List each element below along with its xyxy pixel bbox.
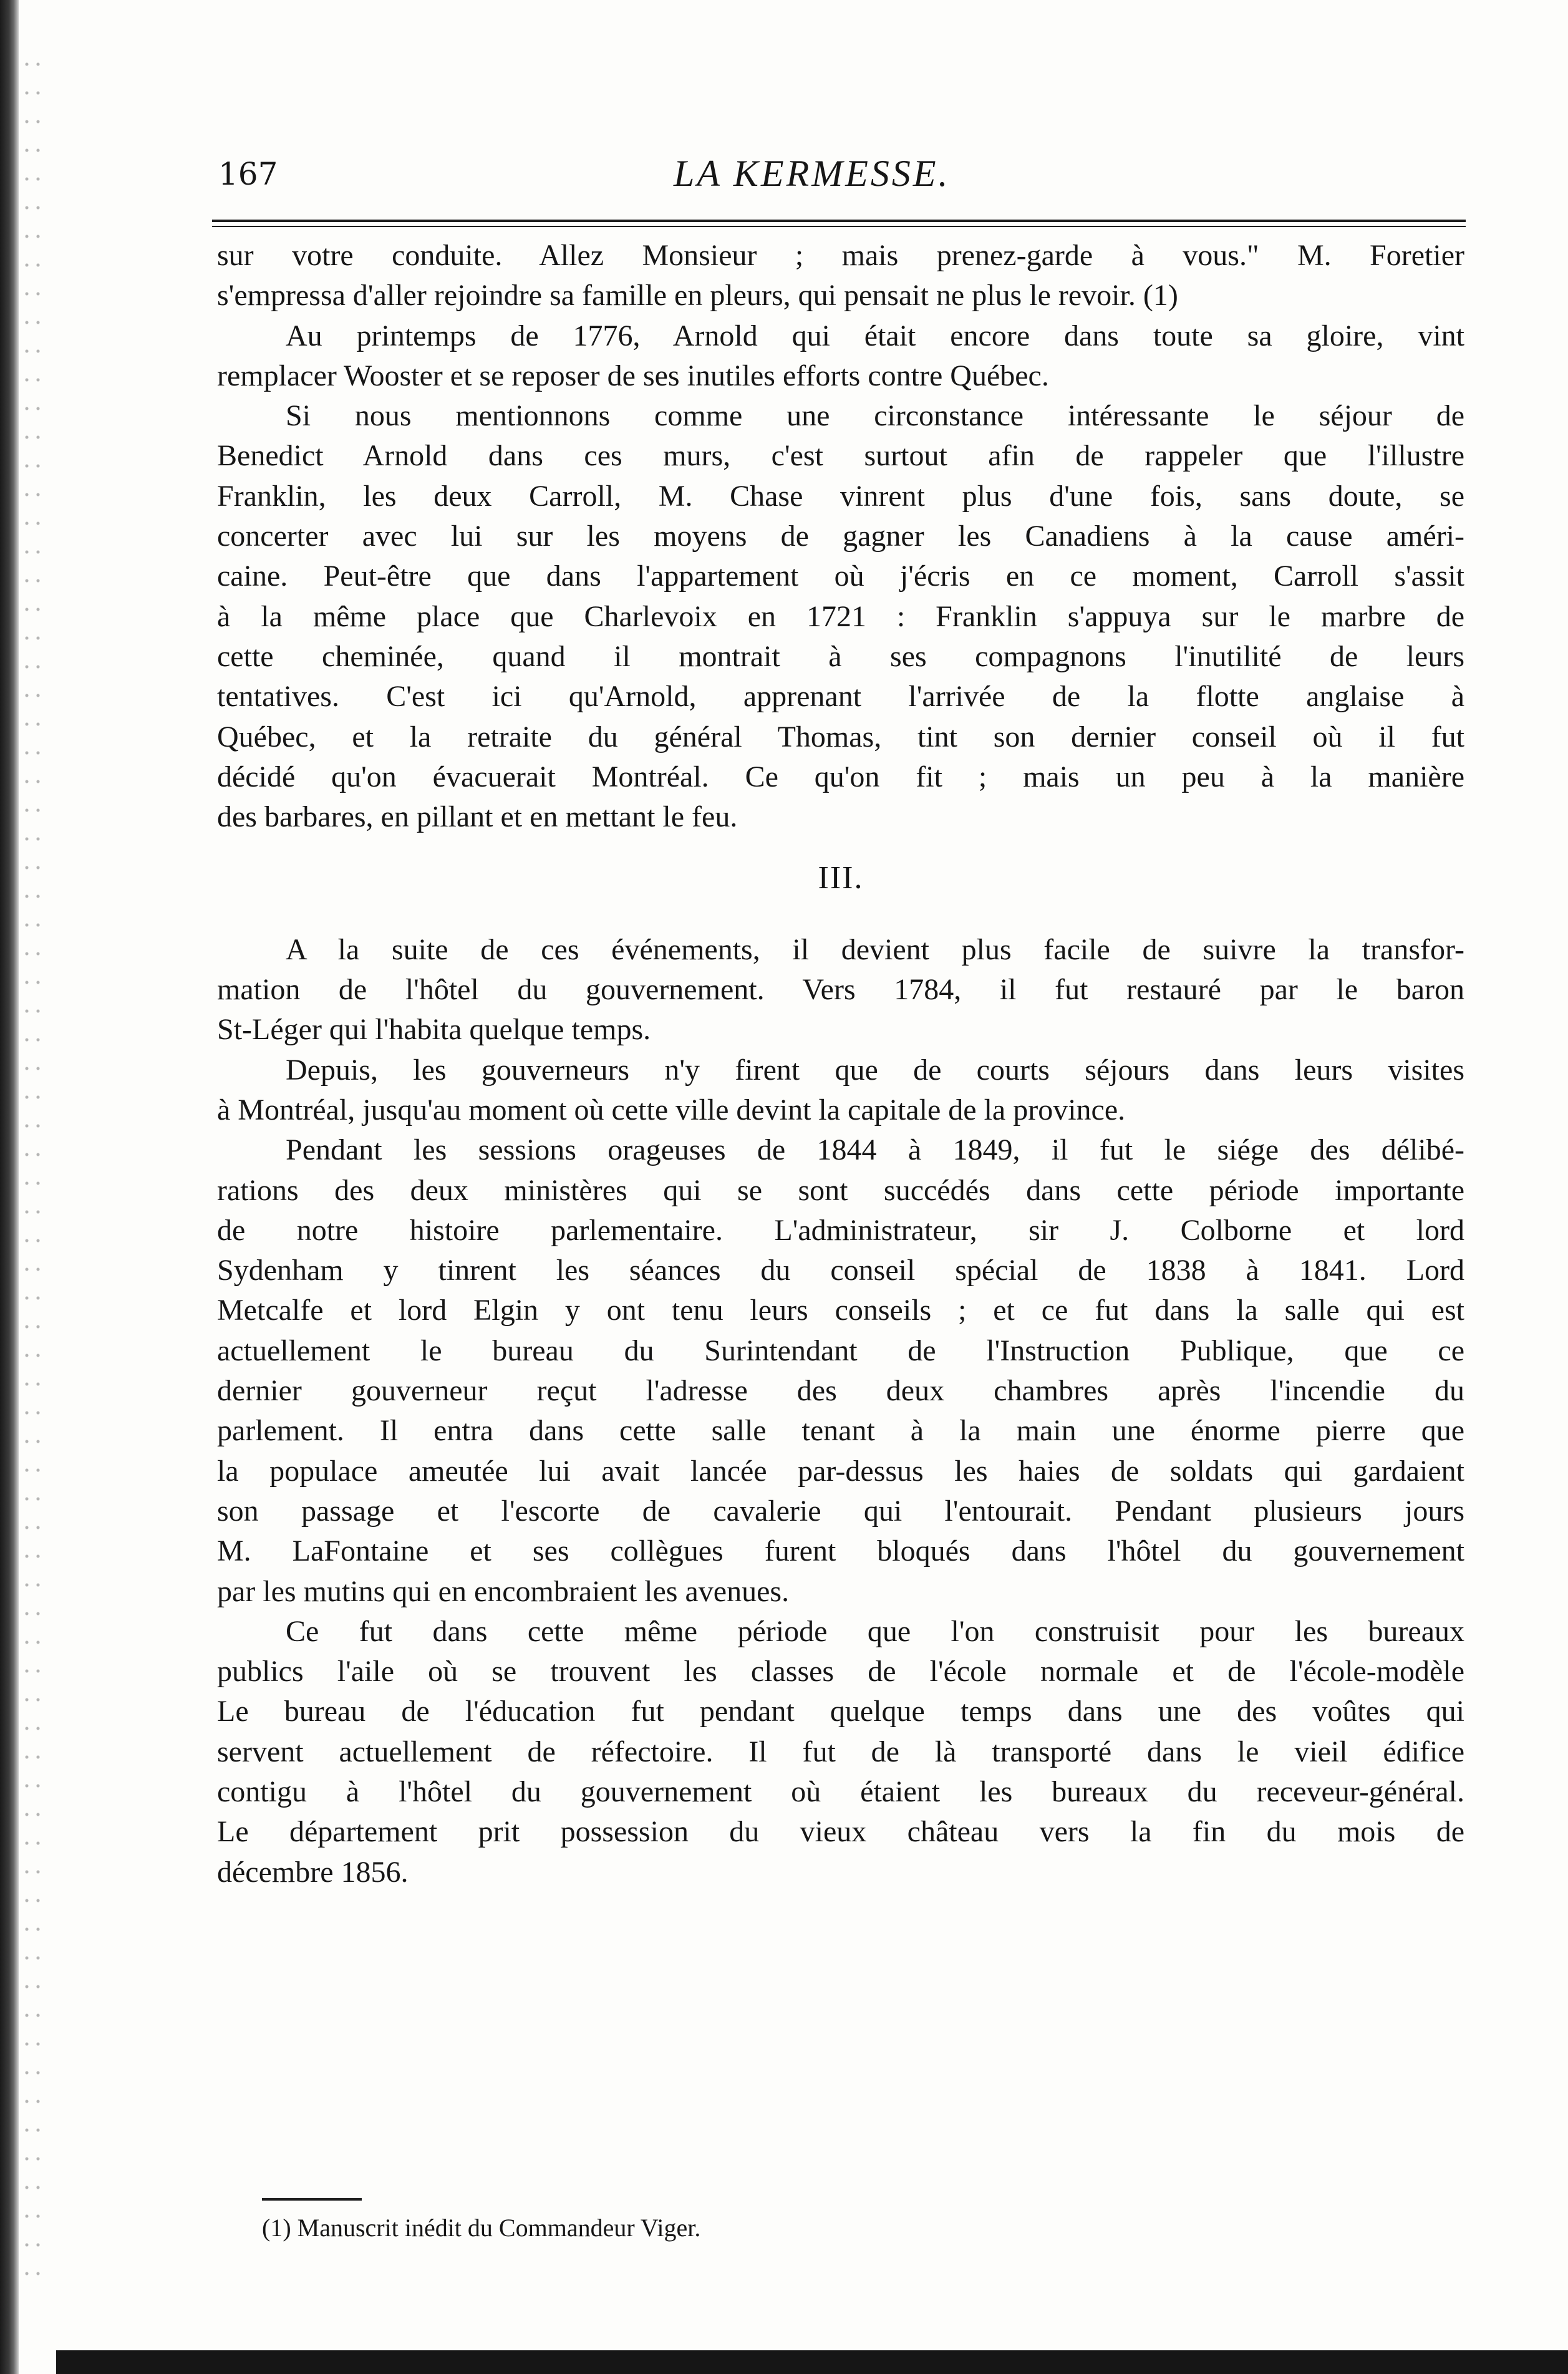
page-number: 167: [218, 156, 278, 192]
text-line: Franklin, les deux Carroll, M. Chase vinrent plus d'une fois, sans doute, se: [217, 479, 1464, 513]
text-line: rations des deux ministères qui se sont succédés dans cette période importante: [217, 1173, 1464, 1207]
text-line: Le département prit possession du vieux château vers la fin du mois de: [217, 1815, 1464, 1849]
paragraph-p1: [217, 236, 1464, 316]
binding-edge: [0, 0, 19, 2374]
text-line: décembre 1856.: [217, 1855, 409, 1889]
text-line: à la même place que Charlevoix en 1721 : Franklin s'appuya sur le marbre de: [217, 599, 1464, 633]
text-line: Depuis, les gouverneurs n'y firent que de courts séjours dans leurs visites: [286, 1053, 1464, 1087]
text-line: contigu à l'hôtel du gouvernement où étaient les bureaux du receveur-général.: [217, 1775, 1464, 1808]
text-line: Benedict Arnold dans ces murs, c'est surtout afin de rappeler que l'illustre: [217, 439, 1464, 473]
paragraph-p6: [217, 1130, 1464, 1612]
text-line: des barbares, en pillant et en mettant le feu.: [217, 800, 738, 834]
text-line: parlement. Il entra dans cette salle tenant à la main une énorme pierre que: [217, 1414, 1464, 1448]
text-line: St-Léger qui l'habita quelque temps.: [217, 1013, 651, 1047]
text-line: Ce fut dans cette même période que l'on construisit pour les bureaux: [286, 1614, 1464, 1648]
text-line: publics l'aile où se trouvent les classes de l'école normale et de l'école-modèle: [217, 1655, 1464, 1688]
text-line: A la suite de ces événements, il devient plus facile de suivre la transfor-: [286, 933, 1464, 966]
text-line: tentatives. C'est ici qu'Arnold, apprenant l'arrivée de la flotte anglaise à: [217, 680, 1464, 714]
text-line: à Montréal, jusqu'au moment où cette ville devint la capitale de la province.: [217, 1093, 1126, 1126]
text-line: la populace ameutée lui avait lancée par-dessus les haies de soldats qui gardaient: [217, 1454, 1464, 1488]
text-line: M. LaFontaine et ses collègues furent bloqués dans l'hôtel du gouvernement: [217, 1534, 1464, 1568]
text-line: servent actuellement de réfectoire. Il fut de là transporté dans le vieil édifice: [217, 1735, 1464, 1768]
footnote-rule: [262, 2198, 362, 2201]
paragraph-p5: [217, 1050, 1464, 1131]
text-line: Le bureau de l'éducation fut pendant quelque temps dans une des voûtes qui: [217, 1695, 1464, 1728]
text-line: sur votre conduite. Allez Monsieur ; mais prenez-garde à vous." M. Foretier: [217, 239, 1464, 272]
header-rule: [212, 220, 1466, 222]
text-line: Sydenham y tinrent les séances du conseil spécial de 1838 à 1841. Lord: [217, 1254, 1464, 1287]
header-rule-thin: [212, 226, 1466, 227]
footnote: (1) Manuscrit inédit du Commandeur Viger.: [262, 2214, 701, 2242]
text-line: caine. Peut-être que dans l'appartement où j'écris en ce moment, Carroll s'assit: [217, 560, 1464, 593]
paragraph-p7: [217, 1612, 1464, 1892]
text-line: Pendant les sessions orageuses de 1844 à 1849, il fut le siége des délibé-: [286, 1133, 1464, 1167]
text-line: s'empressa d'aller rejoindre sa famille en pleurs, qui pensait ne plus le revoir. (1): [217, 279, 1178, 312]
text-line: mation de l'hôtel du gouvernement. Vers 1784, il fut restauré par le baron: [217, 973, 1464, 1007]
body-text: [217, 236, 1464, 1892]
text-line: Au printemps de 1776, Arnold qui était encore dans toute sa gloire, vint: [286, 319, 1464, 352]
text-line: remplacer Wooster et se reposer de ses inutiles efforts contre Québec.: [217, 359, 1049, 392]
text-line: Si nous mentionnons comme une circonstance intéressante le séjour de: [286, 399, 1464, 433]
page-header: [212, 152, 1466, 208]
scan-bottom-edge: [56, 2350, 1568, 2374]
binding-speckle: [21, 50, 46, 2295]
running-title: LA KERMESSE.: [674, 153, 951, 194]
text-line: par les mutins qui en encombraient les avenues.: [217, 1574, 790, 1608]
text-line: son passage et l'escorte de cavalerie qui l'entourait. Pendant plusieurs jours: [217, 1494, 1464, 1528]
text-line: de notre histoire parlementaire. L'administrateur, sir J. Colborne et lord: [217, 1213, 1464, 1247]
paragraph-p4: [217, 930, 1464, 1050]
paragraphs-before-section: [217, 236, 1464, 837]
paragraph-p2: [217, 316, 1464, 397]
paragraph-p3: [217, 396, 1464, 837]
text-line: actuellement le bureau du Surintendant de l'Instruction Publique, que ce: [217, 1334, 1464, 1367]
text-line: décidé qu'on évacuerait Montréal. Ce qu'on fit ; mais un peu à la manière: [217, 760, 1464, 793]
text-line: dernier gouverneur reçut l'adresse des deux chambres après l'incendie du: [217, 1374, 1464, 1408]
text-line: cette cheminée, quand il montrait à ses compagnons l'inutilité de leurs: [217, 639, 1464, 673]
text-line: Metcalfe et lord Elgin y ont tenu leurs conseils ; et ce fut dans la salle qui est: [217, 1294, 1464, 1327]
text-line: Québec, et la retraite du général Thomas, tint son dernier conseil où il fut: [217, 720, 1464, 753]
paragraphs-after-section: [217, 930, 1464, 1892]
text-line: concerter avec lui sur les moyens de gagner les Canadiens à la cause améri-: [217, 520, 1464, 553]
section-heading: III.: [818, 860, 864, 896]
